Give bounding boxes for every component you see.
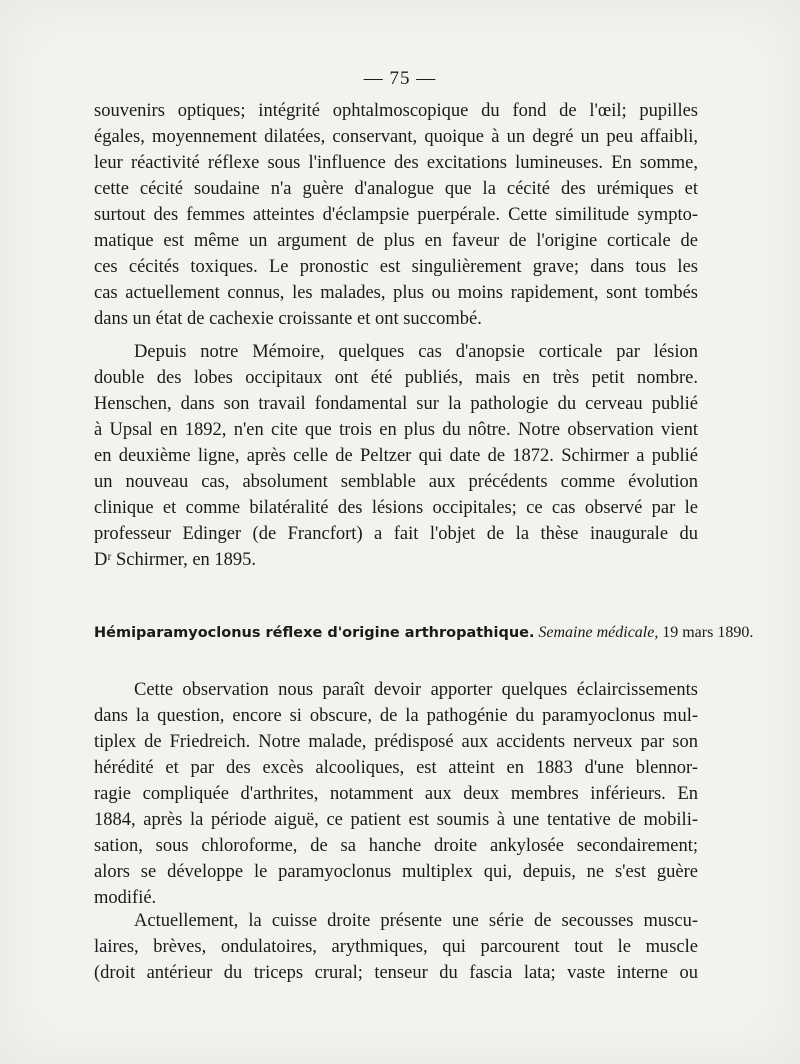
text-line: en deuxième ligne, après celle de Peltzer qui date de 1872. Schirmer a publié [94, 446, 698, 466]
citation-title: Hémiparamyoclonus réflexe d'origine arthropathique. [94, 625, 535, 641]
text-line: professeur Edinger (de Francfort) a fait l'objet de la thèse inaugurale du [94, 524, 698, 544]
text-line: ces cécités toxiques. Le pronostic est singulièrement grave; dans tous les [94, 257, 698, 277]
citation-heading [94, 621, 754, 645]
text-line: égales, moyennement dilatées, conservant, quoique à un degré un peu affaibli, [94, 127, 698, 147]
text-line: Cette observation nous paraît devoir apporter quelques éclaircissements [134, 680, 698, 700]
text-line: tiplex de Friedreich. Notre malade, prédisposé aux accidents nerveux par son [94, 732, 698, 752]
text-line: matique est même un argument de plus en faveur de l'origine corticale de [94, 231, 698, 251]
text-line: Actuellement, la cuisse droite présente une série de secousses muscu- [134, 911, 698, 931]
text-line: Depuis notre Mémoire, quelques cas d'anopsie corticale par lésion [134, 342, 698, 362]
text-line: à Upsal en 1892, n'en cite que trois en plus du nôtre. Notre observation vient [94, 420, 698, 440]
text-line: dans un état de cachexie croissante et ont succombé. [94, 309, 482, 329]
text-line: laires, brèves, ondulatoires, arythmiques, qui parcourent tout le muscle [94, 937, 698, 957]
text-line: Dʳ Schirmer, en 1895. [94, 550, 257, 570]
citation-date: 19 mars 1890. [662, 624, 754, 641]
text-line: cette cécité soudaine n'a guère d'analogue que la cécité des urémiques et [94, 179, 698, 199]
text-line: 1884, après la période aiguë, ce patient est soumis à une tentative de mobili- [94, 810, 698, 830]
text-line: sation, sous chloroforme, de sa hanche droite ankylosée secondairement; [94, 836, 698, 856]
text-line: cas actuellement connus, les malades, plus ou moins rapidement, sont tombés [94, 283, 698, 303]
text-line: un nouveau cas, absolument semblable aux précédents comme évolution [94, 472, 698, 492]
text-line: clinique et comme bilatéralité des lésions occipitales; ce cas observé par le [94, 498, 698, 518]
page-number: — 75 — [363, 68, 437, 89]
paragraph-memoire [94, 339, 698, 573]
text-line: surtout des femmes atteintes d'éclampsie puerpérale. Cette similitude sympto- [94, 205, 698, 225]
text-line: Henschen, dans son travail fondamental sur la pathologie du cerveau publié [94, 394, 698, 414]
text-line: modifié. [94, 888, 157, 908]
text-line: souvenirs optiques; intégrité ophtalmoscopique du fond de l'œil; pupilles [94, 101, 698, 121]
text-line: double des lobes occipitaux ont été publiés, mais en très petit nombre. [94, 368, 698, 388]
paragraph-observation [94, 677, 698, 911]
text-line: dans la question, encore si obscure, de la pathogénie du paramyoclonus mul- [94, 706, 698, 726]
paragraph-actuellement [94, 908, 698, 986]
paragraph-continuation [94, 98, 698, 332]
text-line: alors se développe le paramyoclonus multiplex qui, depuis, ne s'est guère [94, 862, 698, 882]
text-line: leur réactivité réflexe sous l'influence des excitations lumineuses. En somme, [94, 153, 698, 173]
text-line: ragie compliquée d'arthrites, notamment aux deux membres inférieurs. En [94, 784, 698, 804]
citation-journal: Semaine médicale, [538, 624, 659, 641]
text-line: (droit antérieur du triceps crural; tenseur du fascia lata; vaste interne ou [94, 963, 698, 983]
text-line: hérédité et par des excès alcooliques, est atteint en 1883 d'une blennor- [94, 758, 698, 778]
